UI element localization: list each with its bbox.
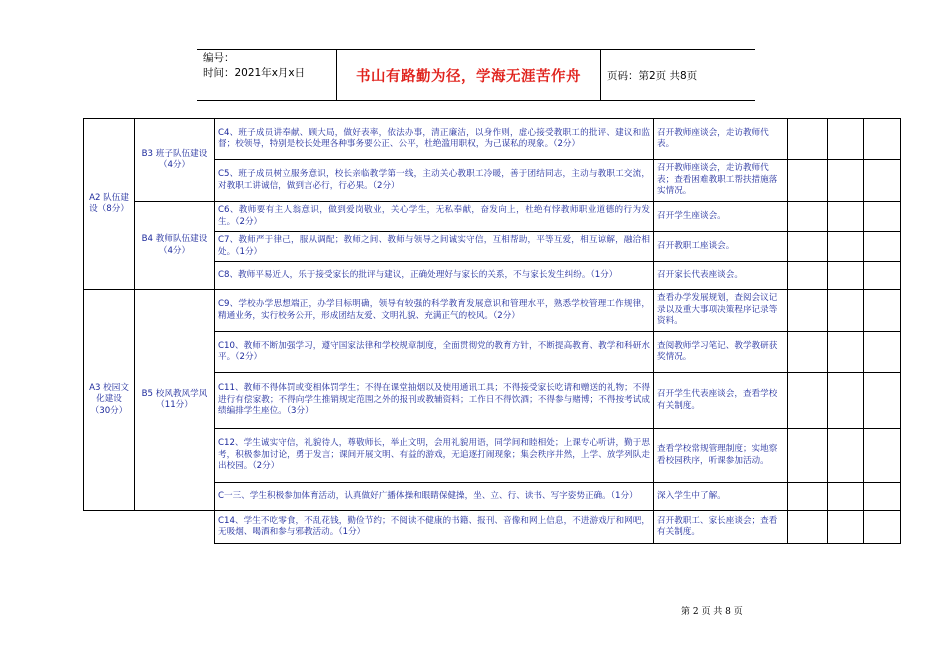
criteria-cell: C11、教师不得体罚或变相体罚学生；不得在课堂抽烟以及使用通讯工具；不得接受家长吃请和赠送的礼物；不得进行有偿家教；不得向学生推销规定范围之外的报刊或教辅资料；工作日不得饮酒；不得参与赌博；不得按考试成绩编排学生座位。（3分） xyxy=(215,373,654,429)
score-cell xyxy=(788,332,828,373)
score-cell xyxy=(828,160,864,202)
criteria-cell: C一三、学生积极参加体育活动，认真做好广播体操和眼睛保健操，坐、立、行、读书、写字姿势正确。（1分） xyxy=(215,483,654,511)
table-row xyxy=(84,290,901,332)
score-cell xyxy=(864,290,901,332)
score-cell xyxy=(788,429,828,483)
criteria-cell: C10、教师不断加强学习，遵守国家法律和学校规章制度，全面贯彻党的教育方针，不断提高教育、教学和科研水平。（2分） xyxy=(215,332,654,373)
method-cell: 召开学生代表座谈会，查看学校有关制度。 xyxy=(654,373,788,429)
criteria-cell: C6、教师要有主人翁意识，做到爱岗敬业，关心学生，无私奉献，奋发向上，杜绝有悖教师职业道德的行为发生。（2分） xyxy=(215,202,654,232)
score-cell xyxy=(788,160,828,202)
header-motto: 书山有路勤为径，学海无涯苦作舟 xyxy=(337,50,601,100)
score-cell xyxy=(864,373,901,429)
criteria-cell: C12、学生诚实守信，礼貌待人，尊敬师长，举止文明，会用礼貌用语，同学间和睦相处；上课专心听讲，勤于思考，积极参加讨论，勇于发言；课间开展文明、有益的游戏，无追逐打闹现象；集会秩序井然，上学、放学列队走出校园。（2分） xyxy=(215,429,654,483)
criteria-cell: C8、教师平易近人，乐于接受家长的批评与建议，正确处理好与家长的关系，不与家长发生纠纷。（1分） xyxy=(215,262,654,290)
score-cell xyxy=(788,373,828,429)
method-cell: 查阅教师学习笔记、教学教研获奖情况。 xyxy=(654,332,788,373)
table-row xyxy=(84,119,901,160)
header-info xyxy=(197,50,337,100)
method-cell: 召开家长代表座谈会。 xyxy=(654,262,788,290)
score-cell xyxy=(828,332,864,373)
method-cell: 查看学校常规管理制度；实地察看校园秩序，听课参加活动。 xyxy=(654,429,788,483)
document-number: 编号： xyxy=(203,52,235,64)
method-cell: 深入学生中了解。 xyxy=(654,483,788,511)
blank-cell xyxy=(135,511,215,544)
subcategory-b4: B4 教师队伍建设（4分） xyxy=(135,202,215,290)
header-page-number: 页码：第2页 共8页 xyxy=(607,69,698,82)
method-cell: 召开教职工、家长座谈会；查看有关制度。 xyxy=(654,511,788,544)
score-cell xyxy=(828,262,864,290)
score-cell xyxy=(828,202,864,232)
score-cell xyxy=(864,483,901,511)
method-cell: 查看办学发展规划，查阅会议记录以及重大事项决策程序记录等资料。 xyxy=(654,290,788,332)
blank-cell xyxy=(84,511,135,544)
score-cell xyxy=(788,511,828,544)
method-cell: 召开教师座谈会，走访教师代表；查看困难教职工帮扶措施落实情况。 xyxy=(654,160,788,202)
score-cell xyxy=(788,290,828,332)
table-row xyxy=(84,202,901,232)
score-cell xyxy=(864,429,901,483)
score-cell xyxy=(828,290,864,332)
method-cell: 召开教师座谈会，走访教师代表。 xyxy=(654,119,788,160)
criteria-cell: C5、班子成员树立服务意识，校长亲临教学第一线，主动关心教职工冷暖，善于团结同志，主动与教职工交流，对教职工讲诚信，做到言必行，行必果。（2分） xyxy=(215,160,654,202)
score-cell xyxy=(828,119,864,160)
category-a3: A3 校园文化建设（30分） xyxy=(84,290,135,511)
score-cell xyxy=(828,232,864,262)
page-footer: 第 2 页 共 8 页 xyxy=(681,607,743,617)
score-cell xyxy=(828,511,864,544)
score-cell xyxy=(788,232,828,262)
criteria-cell: C4、班子成员讲奉献、顾大局，做好表率，依法办事，清正廉洁，以身作则，虚心接受教职工的批评、建议和监督；校领导，特别是校长处理各种事务要公正、公平，杜绝滥用职权，为己谋私的现象。（2分） xyxy=(215,119,654,160)
category-a2: A2 队伍建设（8分） xyxy=(84,119,135,290)
score-cell xyxy=(864,262,901,290)
score-cell xyxy=(864,511,901,544)
subcategory-b3: B3 班子队伍建设（4分） xyxy=(135,119,215,202)
score-cell xyxy=(788,119,828,160)
document-date: 时间：2021年x月x日 xyxy=(203,67,306,79)
table-row xyxy=(84,511,901,544)
method-cell: 召开学生座谈会。 xyxy=(654,202,788,232)
score-cell xyxy=(864,202,901,232)
page-header xyxy=(197,49,755,101)
score-cell xyxy=(864,119,901,160)
score-cell xyxy=(788,202,828,232)
score-cell xyxy=(828,483,864,511)
criteria-cell: C7、教师严于律己，服从调配；教师之间、教师与领导之间诚实守信，互相帮助，平等互爱，相互谅解，融洽相处。（1分） xyxy=(215,232,654,262)
score-cell xyxy=(864,160,901,202)
subcategory-b5: B5 校风教风学风（11分） xyxy=(135,290,215,511)
score-cell xyxy=(828,373,864,429)
score-cell xyxy=(864,332,901,373)
criteria-cell: C14、学生不吃零食，不乱花钱，勤俭节约；不阅读不健康的书籍、报刊、音像和网上信息，不进游戏厅和网吧，无吸烟、喝酒和参与邪教活动。（1分） xyxy=(215,511,654,544)
score-cell xyxy=(788,483,828,511)
criteria-cell: C9、学校办学思想端正，办学目标明确，领导有较强的科学教育发展意识和管理水平，熟悉学校管理工作规律，精通业务，实行校务公开，形成团结友爱、文明礼貌、充满正气的校风。（2分） xyxy=(215,290,654,332)
score-cell xyxy=(828,429,864,483)
score-cell xyxy=(788,262,828,290)
method-cell: 召开教职工座谈会。 xyxy=(654,232,788,262)
score-cell xyxy=(864,232,901,262)
evaluation-table xyxy=(83,118,901,544)
